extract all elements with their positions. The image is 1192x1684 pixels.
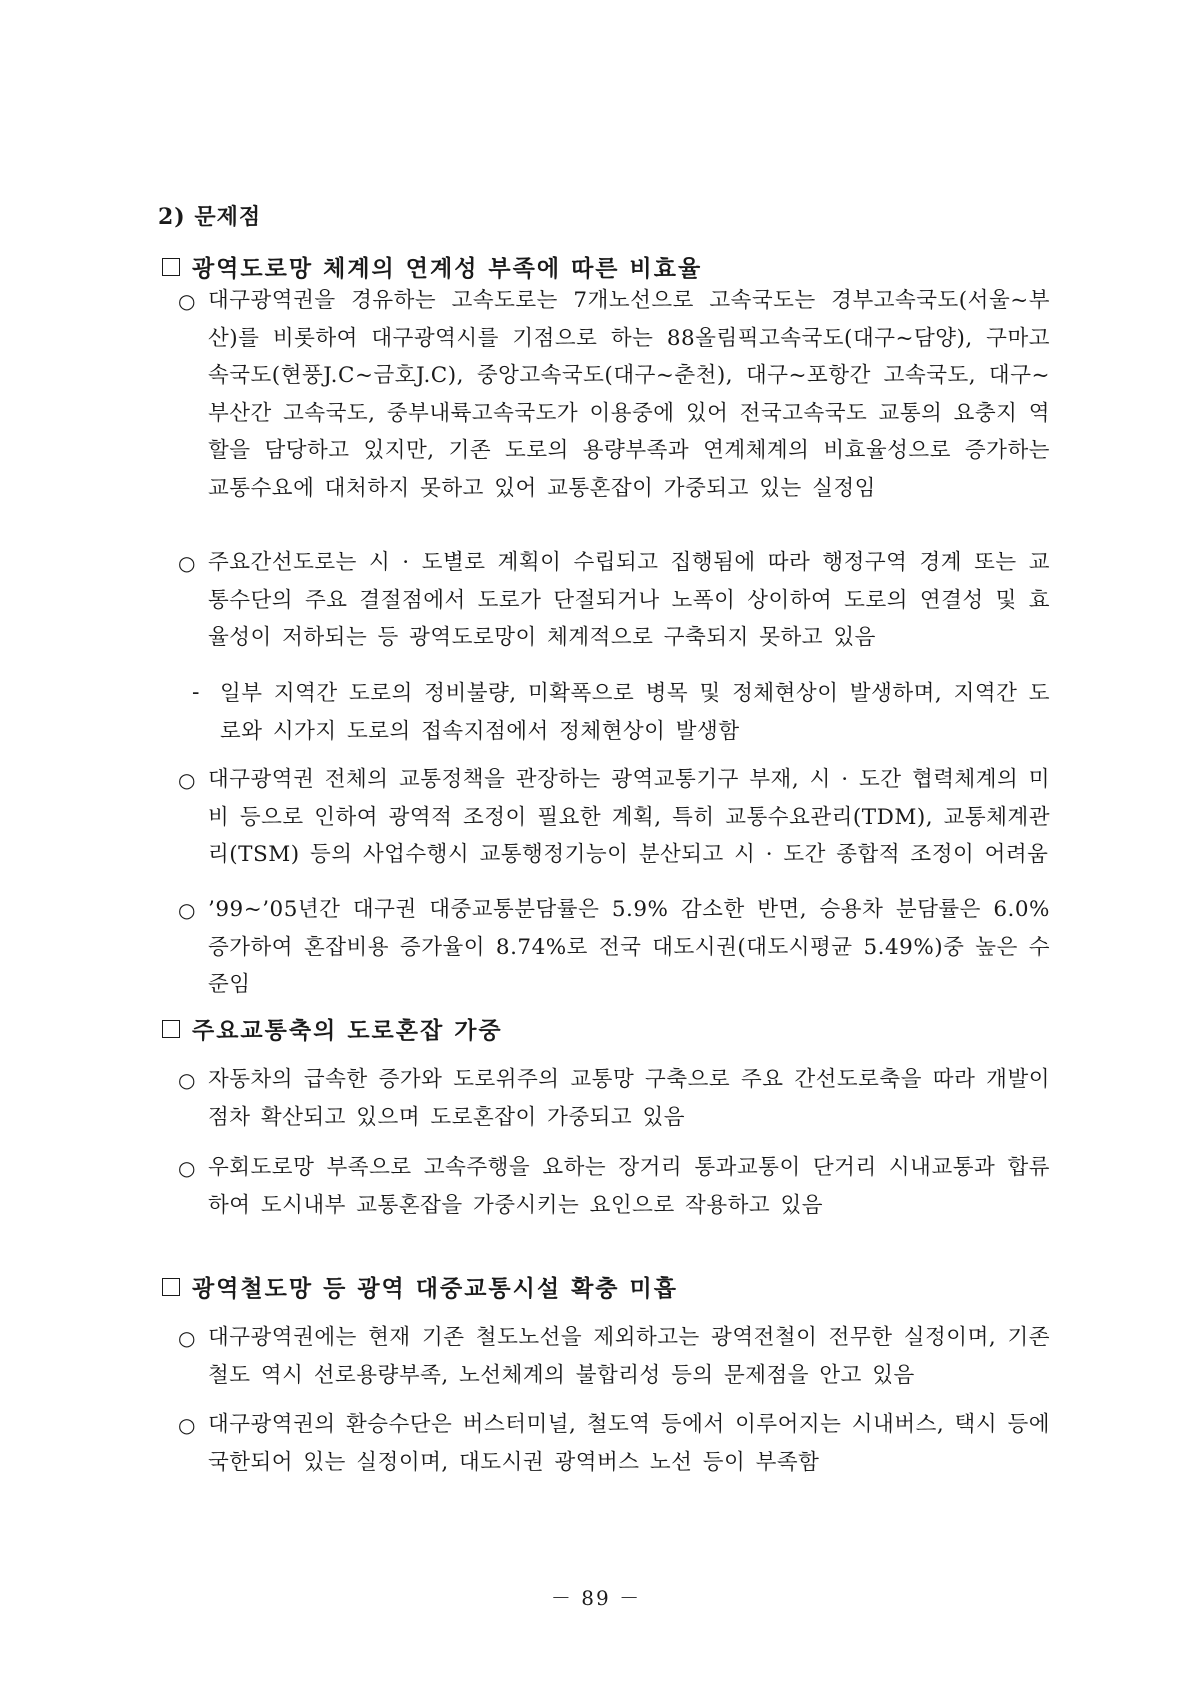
circle-bullet-icon: ○ (178, 898, 196, 922)
heading-regional-road-network (162, 250, 702, 283)
paragraph: 주요간선도로는 시 · 도별로 계획이 수립되고 집행됨에 따라 행정구역 경계 또는 교통수단의 주요 결절점에서 도로가 단절되거나 노폭이 상이하여 도로의 연결성 및 효율성이 저하되는 등 광역도로망이 체계적으로 구축되지 못하고 있음 (208, 550, 1050, 650)
paragraph: 대구광역권 전체의 교통정책을 관장하는 광역교통기구 부재, 시 · 도간 협력체계의 미비 등으로 인하여 광역적 조정이 필요한 계획, 특히 교통수요관리(TDM), 교통체계관리(TSM) 등의 사업수행시 교통행정기능이 분산되고 시 · 도간 종합적 조정이 어려움 (208, 767, 1050, 867)
paragraph: ’99~’05년간 대구권 대중교통분담률은 5.9% 감소한 반면, 승용차 분담률은 6.0% 증가하여 혼잡비용 증가율이 8.74%로 전국 대도시권(대도시평균 5.49%)중 높은 수준임 (208, 897, 1050, 997)
heading-main-corridor-congestion (162, 1012, 503, 1045)
checkbox-square-icon (162, 1278, 180, 1296)
circle-bullet-icon: ○ (178, 768, 196, 792)
paragraph: 자동차의 급속한 증가와 도로위주의 교통망 구축으로 주요 간선도로축을 따라 개발이 점차 확산되고 있으며 도로혼잡이 가중되고 있음 (208, 1067, 1050, 1130)
circle-bullet-icon: ○ (178, 1156, 196, 1180)
checkbox-square-icon (162, 1020, 180, 1038)
paragraph: 우회도로망 부족으로 고속주행을 요하는 장거리 통과교통이 단거리 시내교통과 합류하여 도시내부 교통혼잡을 가중시키는 요인으로 작용하고 있음 (208, 1155, 1050, 1218)
circle-bullet-icon: ○ (178, 1413, 196, 1437)
dash-bullet-icon: - (192, 680, 200, 705)
circle-bullet-icon: ○ (178, 289, 196, 313)
heading-text: 광역철도망 등 광역 대중교통시설 확충 미흡 (192, 1275, 678, 1302)
heading-regional-transit-facilities (162, 1270, 678, 1303)
paragraph: 대구광역권을 경유하는 고속도로는 7개노선으로 고속국도는 경부고속국도(서울~부산)를 비롯하여 대구광역시를 기점으로 하는 88올림픽고속국도(대구~담양), 구마고속국도(현풍J.C~금호J.C), 중앙고속국도(대구~춘천), 대구~포항간 고속국도, 대구~부산간 고속국도, 중부내륙고속국도가 이용중에 있어 전국고속국도 교통의 요충지 역할을 담당하고 있지만, 기존 도로의 용량부족과 연계체계의 비효율성으로 증가하는 교통수요에 대처하지 못하고 있어 교통혼잡이 가중되고 있는 실정임 (208, 288, 1050, 501)
paragraph: 대구광역권에는 현재 기존 철도노선을 제외하고는 광역전철이 전무한 실정이며, 기존 철도 역시 선로용량부족, 노선체계의 불합리성 등의 문제점을 안고 있음 (208, 1325, 1050, 1388)
circle-bullet-icon: ○ (178, 1068, 196, 1092)
checkbox-square-icon (162, 258, 180, 276)
paragraph: 대구광역권의 환승수단은 버스터미널, 철도역 등에서 이루어지는 시내버스, 택시 등에 국한되어 있는 실정이며, 대도시권 광역버스 노선 등이 부족함 (208, 1412, 1050, 1475)
heading-text: 주요교통축의 도로혼잡 가중 (192, 1017, 503, 1044)
circle-bullet-icon: ○ (178, 1326, 196, 1350)
section-title: 2) 문제점 (158, 204, 262, 230)
heading-text: 광역도로망 체계의 연계성 부족에 따른 비효율 (192, 255, 703, 282)
page-number: － 89 － (550, 1586, 642, 1610)
sub-paragraph: 일부 지역간 도로의 정비불량, 미확폭으로 병목 및 정체현상이 발생하며, 지역간 도로와 시가지 도로의 접속지점에서 정체현상이 발생함 (220, 681, 1050, 744)
circle-bullet-icon: ○ (178, 551, 196, 575)
